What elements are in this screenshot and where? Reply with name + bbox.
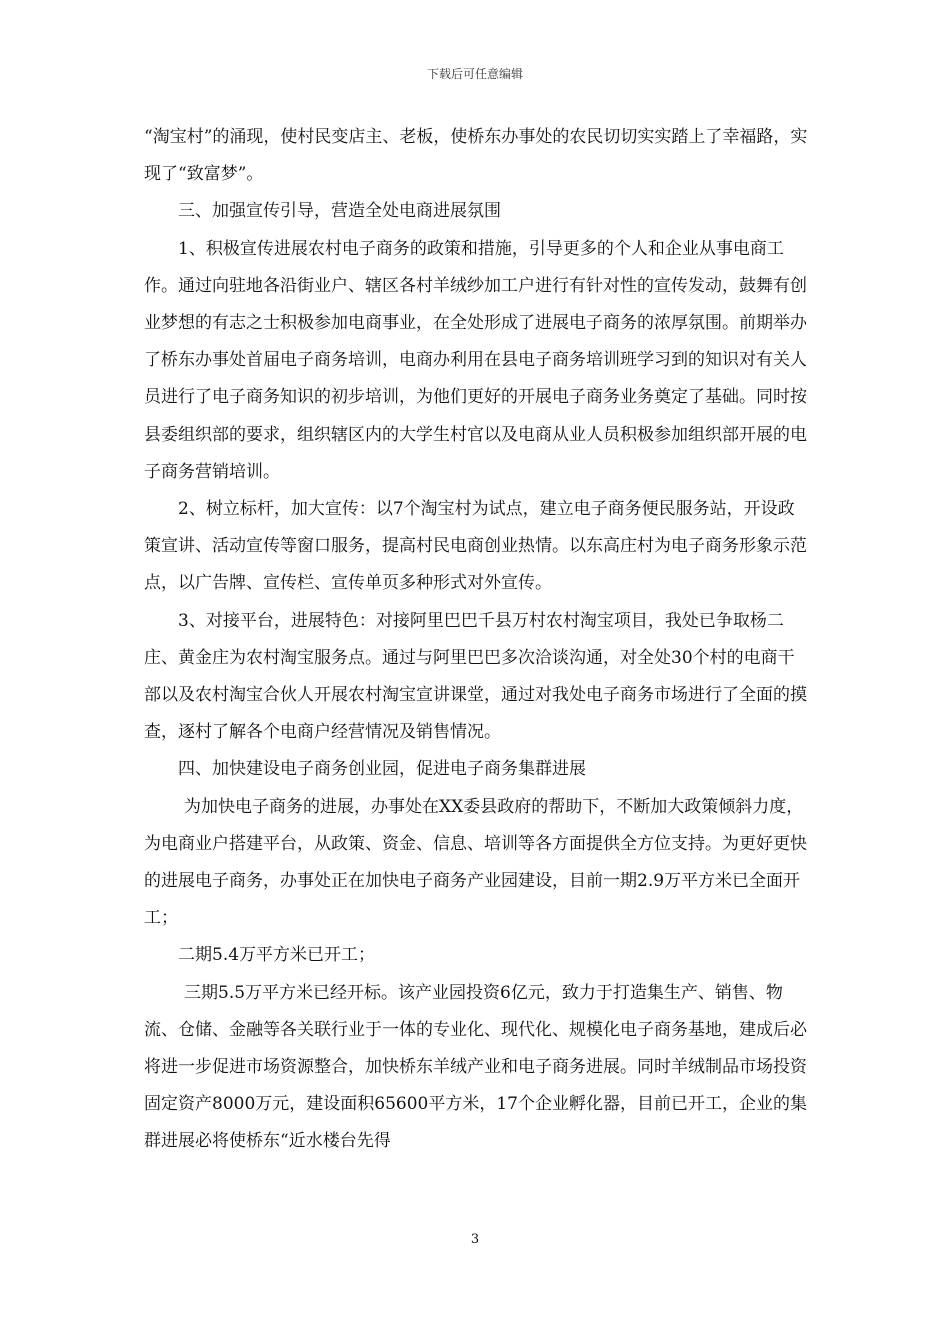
paragraph-continuation: “淘宝村”的涌现，使村民变店主、老板，使桥东办事处的农民切切实实踏上了幸福路，实现了“致富梦”。 xyxy=(144,127,808,185)
paragraph-item-2: 2、树立标杆，加大宣传：以7个淘宝村为试点，建立电子商务便民服务站，开设政策宣讲、活动宣传等窗口服务，提高村民电商创业热情。以东高庄村为电子商务形象示范点，以广告牌、宣传栏、宣传单页多种形式对外宣传。 xyxy=(144,499,807,594)
page-number: 3 xyxy=(470,1232,480,1247)
paragraph-phase-3: 三期5.5万平方米已经开标。该产业园投资6亿元，致力于打造集生产、销售、物流、仓储、金融等各关联行业于一体的专业化、现代化、规模化电子商务基地，建成后必将进一步促进市场资源整合，加快桥东羊绒产业和电子商务进展。同时羊绒制品市场投资固定资产8000万元，建设面积65600平方米，17个企业孵化器，目前已开工，企业的集群进展必将使桥东“近水楼台先得 xyxy=(144,982,807,1152)
paragraph-item-1: 1、积极宣传进展农村电子商务的政策和措施，引导更多的个人和企业从事电商工作。通过向驻地各沿街业户、辖区各村羊绒纱加工户进行有针对性的宣传发动，鼓舞有创业梦想的有志之士积极参加电商事业，在全处形成了进展电子商务的浓厚氛围。前期举办了桥东办事处首届电子商务培训，电商办利用在县电子商务培训班学习到的知识对有关人员进行了电子商务知识的初步培训，为他们更好的开展电子商务业务奠定了基础。同时按县委组织部的要求，组织辖区内的大学生村官以及电商从业人员积极参加组织部开展的电子商务营销培训。 xyxy=(144,238,807,482)
section-heading-4: 四、加快建设电子商务创业园，促进电子商务集群进展 xyxy=(178,759,586,780)
section-heading-3: 三、加强宣传引导，营造全处电商进展氛围 xyxy=(178,201,501,222)
document-body xyxy=(144,119,810,1161)
paragraph-item-3: 3、对接平台，进展特色：对接阿里巴巴千县万村农村淘宝项目，我处已争取杨二庄、黄金庄为农村淘宝服务点。通过与阿里巴巴多次洽谈沟通，对全处30个村的电商干部以及农村淘宝合伙人开展农村淘宝宣讲课堂，通过对我处电子商务市场进行了全面的摸查，逐村了解各个电商户经营情况及销售情况。 xyxy=(144,610,807,743)
paragraph-park-intro: 为加快电子商务的进展，办事处在XX委县政府的帮助下，不断加大政策倾斜力度，为电商业户搭建平台，从政策、资金、信息、培训等各方面提供全方位支持。为更好更快的进展电子商务，办事处正在加快电子商务产业园建设，目前一期2.9万平方米已全面开工； xyxy=(144,796,807,929)
page-header: 下载后可任意编辑 xyxy=(426,67,523,81)
paragraph-phase-2: 二期5.4万平方米已开工； xyxy=(178,945,376,966)
